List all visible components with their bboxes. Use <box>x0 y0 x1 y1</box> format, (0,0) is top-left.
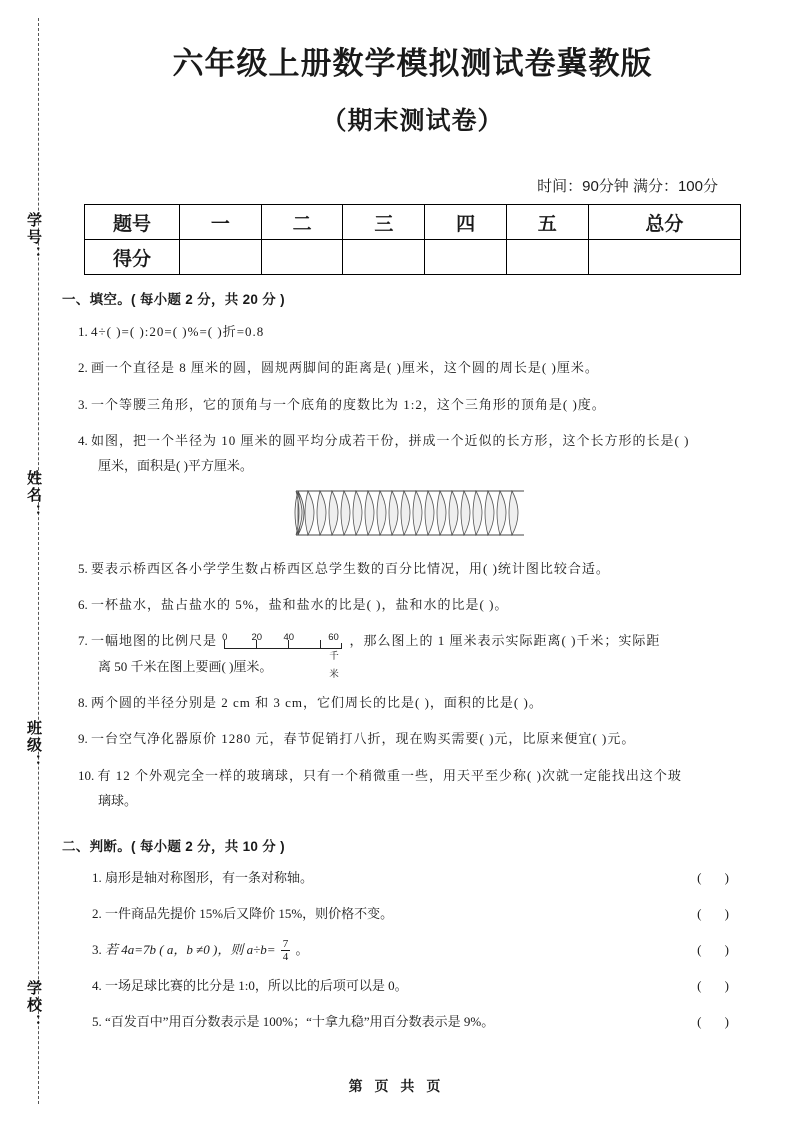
question-1-8 <box>62 690 763 715</box>
question-number: 6. <box>78 597 88 613</box>
question-text-line-2: 璃球。 <box>98 793 138 809</box>
ruler-label-2: 40 <box>283 632 295 644</box>
question-text: 扇形是轴对称图形，有一条对称轴。 <box>105 870 314 886</box>
question-number: 9. <box>78 731 88 747</box>
question-text: 4÷( )=( ):20=( )%=( )折=0.8 <box>91 324 265 339</box>
question-2-3 <box>62 938 763 964</box>
question-1-7 <box>62 628 763 679</box>
side-label-student-id: 学号： <box>25 212 42 263</box>
question-number: 3. <box>78 396 88 412</box>
question-1-2 <box>62 355 763 380</box>
question-text: 一台空气净化器原价 1280 元，春节促销打八折，现在购买需要( )元，比原来便宜( )元。 <box>91 731 636 747</box>
answer-bracket[interactable]: ( ) <box>697 941 739 957</box>
question-1-4 <box>62 428 763 479</box>
question-number: 5. <box>78 560 88 576</box>
question-text-line-1: 有 12 个外观完全一样的玻璃球，只有一个稍微重一些，用天平至少称( )次就一定能找出这个玻 <box>97 767 682 783</box>
fraction-denominator: 4 <box>282 951 289 964</box>
score-cell-4[interactable] <box>506 240 588 275</box>
question-number: 3. <box>92 941 102 957</box>
question-text-pre: 若 4a=7b ( a，b ≠0 )，则 a÷b= <box>105 941 276 957</box>
answer-bracket[interactable]: ( ) <box>697 978 739 994</box>
question-text: 一件商品先提价 15%后又降价 15%，则价格不变。 <box>105 906 394 922</box>
side-label-group <box>18 0 44 1122</box>
question-number: 7. <box>78 633 88 649</box>
ruler-label-3: 60 千米 <box>328 632 339 681</box>
question-text: 两个圆的半径分别是 2 cm 和 3 cm，它们周长的比是( )，面积的比是( )。 <box>91 695 543 711</box>
score-cell-0[interactable] <box>180 240 262 275</box>
score-table-col-4: 五 <box>506 205 588 240</box>
rearranged-circle-rectangle-svg <box>288 485 538 540</box>
score-table-row-label-0: 题号 <box>85 205 180 240</box>
ruler-label-0: 0 <box>222 632 228 644</box>
question-text: “百发百中”用百分数表示是 100%；“十拿九稳”用百分数表示是 9%。 <box>105 1014 495 1030</box>
question-1-9 <box>62 726 763 751</box>
table-row <box>85 240 741 275</box>
question-number: 1. <box>92 870 102 886</box>
score-table-col-5: 总分 <box>588 205 740 240</box>
question-text-line-2: 厘米，面积是( )平方厘米。 <box>98 458 253 474</box>
exam-content <box>62 0 763 1122</box>
ruler-tick-3 <box>320 640 321 648</box>
score-table-row-label-1: 得分 <box>85 240 180 275</box>
question-number: 8. <box>78 695 88 711</box>
score-table-col-2: 三 <box>343 205 425 240</box>
page-title: 六年级上册数学模拟测试卷冀教版 <box>172 46 653 81</box>
score-cell-3[interactable] <box>425 240 507 275</box>
question-text: 一杯盐水，盐占盐水的 5%，盐和盐水的比是( )，盐和水的比是( )。 <box>91 597 509 613</box>
question-2-2 <box>62 902 763 927</box>
question-text: 一个等腰三角形，它的顶角与一个底角的度数比为 1:2，这个三角形的顶角是( )度。 <box>91 396 606 412</box>
question-number: 10. <box>78 767 95 783</box>
answer-bracket[interactable]: ( ) <box>697 1014 739 1030</box>
ruler-label-1: 20 <box>251 632 263 644</box>
question-1-10 <box>62 763 763 814</box>
map-scale-ruler <box>222 632 344 681</box>
answer-bracket[interactable]: ( ) <box>697 906 739 922</box>
section-heading-true-false: 二、判断。( 每小题 2 分，共 10 分 ) <box>62 839 285 855</box>
question-number: 2. <box>78 360 88 376</box>
score-cell-5[interactable] <box>588 240 740 275</box>
question-1-6 <box>62 592 763 617</box>
question-text: 一场足球比赛的比分是 1:0，所以比的后项可以是 0。 <box>105 978 408 994</box>
fraction <box>281 938 291 963</box>
question-text: 要表示桥西区各小学学生数占桥西区总学生数的百分比情况，用( )统计图比较合适。 <box>91 560 610 576</box>
section-heading-fill-blank: 一、填空。( 每小题 2 分，共 20 分 ) <box>62 292 285 307</box>
table-row <box>85 205 741 240</box>
score-cell-1[interactable] <box>261 240 343 275</box>
answer-bracket[interactable]: ( ) <box>697 870 739 886</box>
question-number: 5. <box>92 1014 102 1030</box>
score-cell-2[interactable] <box>343 240 425 275</box>
question-text-post: ，那么图上的 1 厘米表示实际距离( )千米；实际距 <box>349 633 661 649</box>
question-1-3 <box>62 392 763 417</box>
question-number: 4. <box>78 433 88 449</box>
score-table-col-1: 二 <box>261 205 343 240</box>
question-2-5 <box>62 1010 763 1035</box>
circle-segments-figure <box>62 485 763 545</box>
side-label-class: 班级： <box>25 720 42 771</box>
question-text-line-2: 离 50 千米在图上要画( )厘米。 <box>98 658 273 674</box>
exam-meta: 时间：90分钟 满分：100分 <box>537 178 718 195</box>
question-1-5 <box>62 556 763 581</box>
side-label-school: 学校： <box>25 980 42 1031</box>
score-table-col-3: 四 <box>425 205 507 240</box>
score-table <box>84 204 741 275</box>
page-subtitle: （期末测试卷） <box>321 107 504 135</box>
question-text: 画一个直径是 8 厘米的圆，圆规两脚间的距离是( )厘米，这个圆的周长是( )厘米。 <box>91 360 599 376</box>
question-text-pre: 一幅地图的比例尺是 <box>91 633 218 649</box>
question-text-post: 。 <box>295 941 309 957</box>
question-text-line-1: 如图，把一个半径为 10 厘米的圆平均分成若干份，拼成一个近似的长方形，这个长方形的长是( ) <box>91 433 690 449</box>
question-1-1 <box>62 319 763 344</box>
page-footer: 第 页 共 页 <box>348 1078 445 1094</box>
score-table-col-0: 一 <box>180 205 262 240</box>
question-number: 2. <box>92 906 102 922</box>
question-2-4 <box>62 974 763 999</box>
question-2-1 <box>62 866 763 891</box>
question-number: 1. <box>78 324 88 339</box>
fraction-numerator: 7 <box>282 938 289 951</box>
side-label-name: 姓名： <box>25 470 42 521</box>
question-number: 4. <box>92 978 102 994</box>
